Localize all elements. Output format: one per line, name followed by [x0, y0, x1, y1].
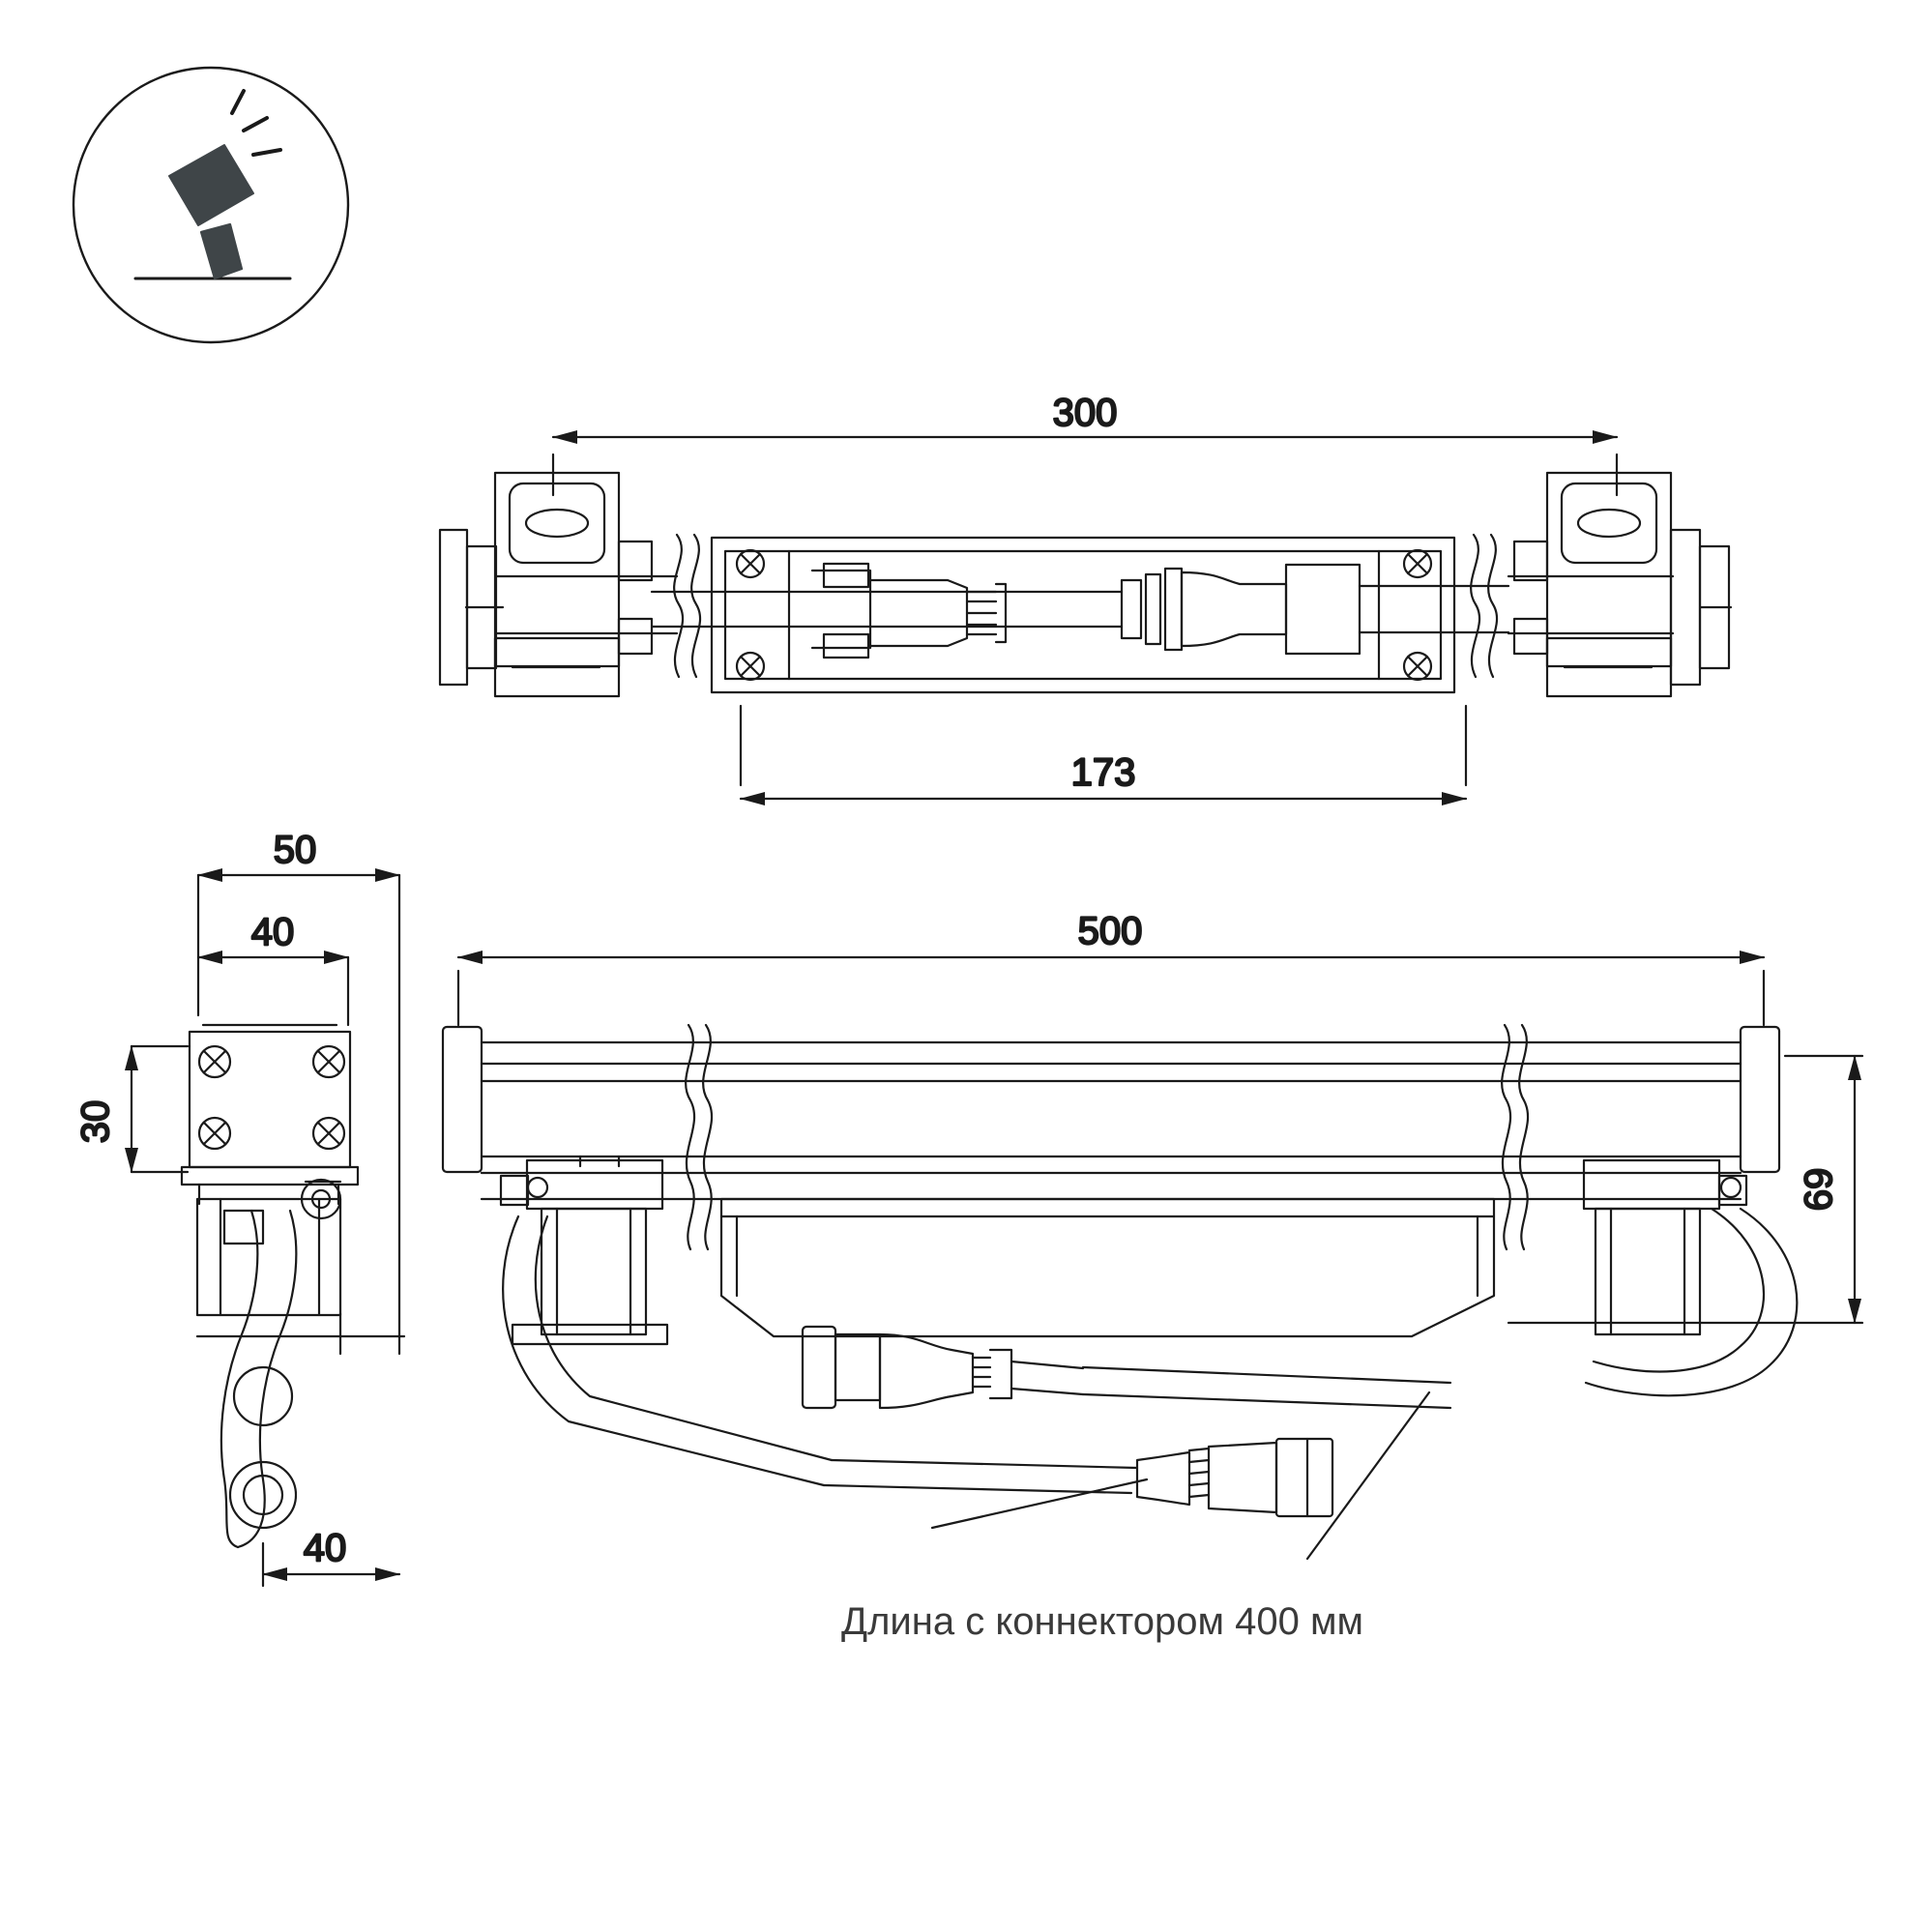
dimension-300-label: 300	[1052, 392, 1118, 434]
dimension-50	[198, 829, 399, 1354]
dimension-30-label: 30	[74, 1099, 117, 1144]
dimension-40-bottom-label: 40	[303, 1527, 347, 1569]
spotlight-ground-icon	[73, 68, 348, 342]
dimension-69-label: 69	[1798, 1167, 1840, 1212]
dimension-500	[458, 910, 1764, 1025]
dimension-173	[741, 706, 1466, 799]
dimension-50-label: 50	[273, 829, 317, 871]
dimension-40-bottom	[263, 1527, 399, 1586]
end-connector	[1137, 1439, 1332, 1516]
dimension-30	[74, 1046, 188, 1172]
connector-length-note: Длина с коннектором 400 мм	[841, 1600, 1363, 1643]
front-elevation-view	[443, 1025, 1797, 1559]
side-section-view	[182, 1025, 404, 1547]
dimension-173-label: 173	[1070, 751, 1136, 794]
dimension-300	[553, 392, 1617, 495]
dimension-40-top	[198, 911, 348, 1025]
dimension-500-label: 500	[1077, 910, 1143, 952]
top-view-plan	[440, 473, 1731, 696]
dimension-40-top-label: 40	[250, 911, 295, 953]
